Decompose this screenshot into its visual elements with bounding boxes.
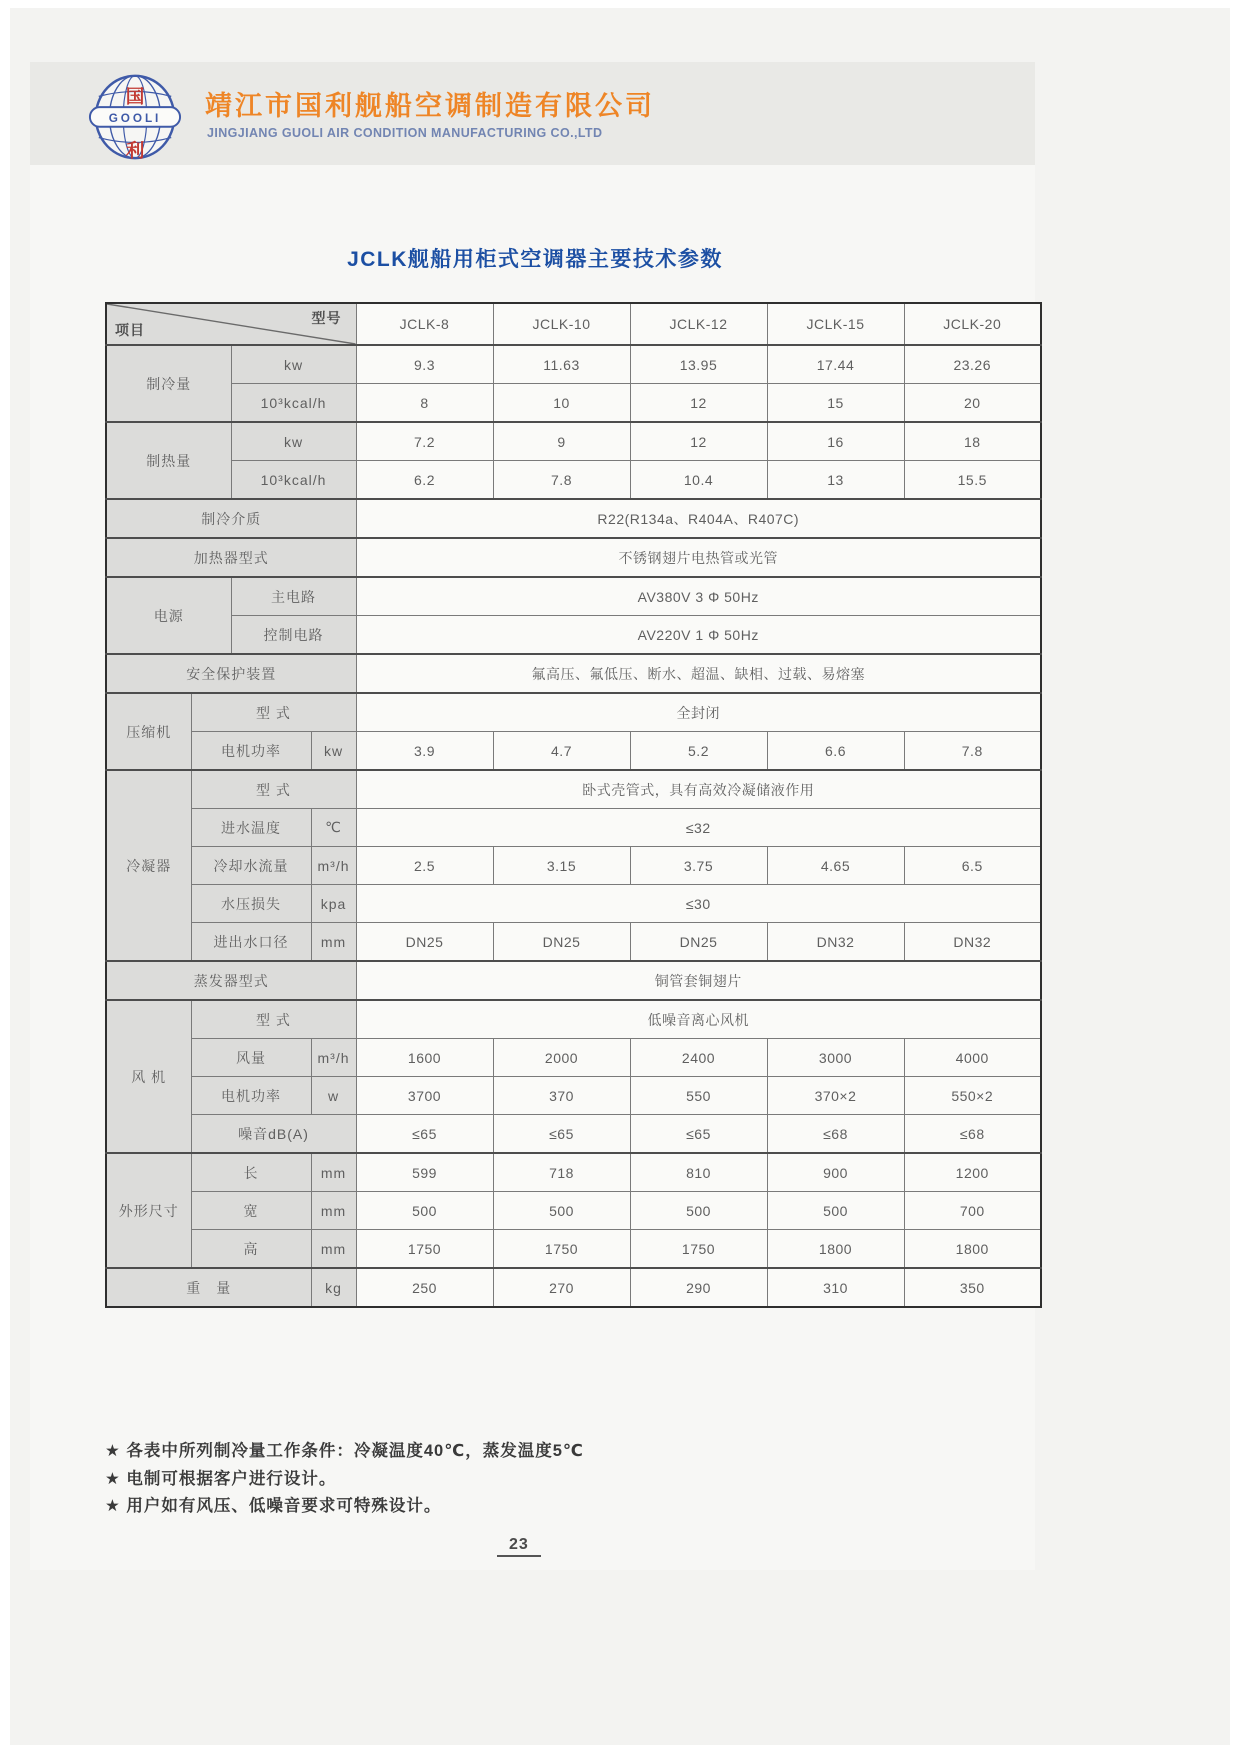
value-cell: 16 [767,422,904,461]
table-row [106,693,1041,732]
value-cell: 13.95 [630,345,767,384]
table-row [106,1153,1041,1192]
table-row [106,1000,1041,1039]
row-label-cell: 电机功率 [191,1077,311,1115]
value-cell: 250 [356,1268,493,1307]
value-cell: 1800 [904,1230,1041,1269]
table-row [106,732,1041,771]
notes-list [105,1438,905,1521]
company-name-cn: 靖江市国利舰船空调制造有限公司 [205,91,655,121]
value-cell: 3000 [767,1039,904,1077]
company-logo [86,66,184,168]
row-label-cell: 安全保护装置 [106,654,356,693]
row-label-cell: 蒸发器型式 [106,961,356,1000]
value-cell: 2000 [493,1039,630,1077]
value-cell: AV380V 3 Φ 50Hz [356,577,1041,616]
row-label-cell: 风 机 [106,1000,191,1153]
value-cell: ≤32 [356,809,1041,847]
logo-banner-text: GOOLI [108,111,162,125]
row-label-cell: 外形尺寸 [106,1153,191,1268]
value-cell: 全封闭 [356,693,1041,732]
value-cell: DN25 [493,923,630,962]
globe-logo-icon [86,66,184,168]
value-cell: 不锈钢翅片电热管或光管 [356,538,1041,577]
row-label-cell: m³/h [311,1039,356,1077]
row-label-cell: 重 量 [106,1268,311,1307]
value-cell: 718 [493,1153,630,1192]
table-row [106,1077,1041,1115]
table-row [106,577,1041,616]
value-cell: 810 [630,1153,767,1192]
value-cell: 4.7 [493,732,630,771]
value-cell: 15 [767,384,904,423]
value-cell: 3.9 [356,732,493,771]
value-cell: 350 [904,1268,1041,1307]
value-cell: 1800 [767,1230,904,1269]
row-label-cell: kw [231,422,356,461]
value-cell: ≤68 [767,1115,904,1154]
table-row [106,1268,1041,1307]
spec-table-body [106,345,1041,1307]
table-row [106,499,1041,538]
row-label-cell: kw [311,732,356,771]
value-cell: 6.2 [356,461,493,500]
footnote: ★ 电制可根据客户进行设计。 [105,1469,337,1488]
value-cell: 900 [767,1153,904,1192]
value-cell: 13 [767,461,904,500]
value-cell: 4.65 [767,847,904,885]
value-cell: 310 [767,1268,904,1307]
value-cell: 6.6 [767,732,904,771]
table-row [106,923,1041,962]
table-header-row [106,303,1041,345]
row-label-cell: mm [311,1192,356,1230]
value-cell: 5.2 [630,732,767,771]
table-row [106,422,1041,461]
value-cell: AV220V 1 Φ 50Hz [356,616,1041,655]
row-label-cell: 电源 [106,577,231,654]
value-cell: 4000 [904,1039,1041,1077]
value-cell: ≤65 [493,1115,630,1154]
value-cell: 12 [630,422,767,461]
row-label-cell: 控制电路 [231,616,356,655]
value-cell: 氟高压、氟低压、断水、超温、缺相、过载、易熔塞 [356,654,1041,693]
row-label-cell: 制热量 [106,422,231,499]
row-label-cell: 10³kcal/h [231,384,356,423]
value-cell: 500 [493,1192,630,1230]
footnote: ★ 各表中所列制冷量工作条件：冷凝温度40℃，蒸发温度5℃ [105,1442,584,1460]
row-label-cell: 10³kcal/h [231,461,356,500]
value-cell: 12 [630,384,767,423]
model-header: JCLK-20 [904,303,1041,345]
value-cell: 290 [630,1268,767,1307]
value-cell: R22(R134a、R404A、R407C) [356,499,1041,538]
value-cell: 1600 [356,1039,493,1077]
row-label-cell: 压缩机 [106,693,191,770]
value-cell: DN32 [767,923,904,962]
value-cell: 700 [904,1192,1041,1230]
value-cell: 500 [356,1192,493,1230]
value-cell: 20 [904,384,1041,423]
row-label-cell: w [311,1077,356,1115]
value-cell: 23.26 [904,345,1041,384]
table-row [106,384,1041,423]
footnote: ★ 用户如有风压、低噪音要求可特殊设计。 [105,1497,442,1515]
value-cell: 2.5 [356,847,493,885]
value-cell: 3.75 [630,847,767,885]
value-cell: 550 [630,1077,767,1115]
row-label-cell: ℃ [311,809,356,847]
value-cell: 1750 [630,1230,767,1269]
row-label-cell: kpa [311,885,356,923]
value-cell: 6.5 [904,847,1041,885]
page-title: JCLK舰船用柜式空调器主要技术参数 [347,248,723,271]
value-cell: 9.3 [356,345,493,384]
table-row [106,345,1041,384]
table-row [106,885,1041,923]
value-cell: 11.63 [493,345,630,384]
value-cell: 1750 [493,1230,630,1269]
table-row [106,1192,1041,1230]
value-cell: 3.15 [493,847,630,885]
row-label-cell: 冷却水流量 [191,847,311,885]
row-label-cell: 进水温度 [191,809,311,847]
model-header: JCLK-12 [630,303,767,345]
row-label-cell: mm [311,923,356,962]
value-cell: 8 [356,384,493,423]
company-name-en: JINGJIANG GUOLI AIR CONDITION MANUFACTURING CO.,LTD [207,126,603,140]
table-row [106,1115,1041,1154]
row-label-cell: kw [231,345,356,384]
value-cell: 低噪音离心风机 [356,1000,1041,1039]
corner-label-item: 项目 [115,322,145,338]
value-cell: 17.44 [767,345,904,384]
value-cell: 1750 [356,1230,493,1269]
model-header: JCLK-8 [356,303,493,345]
value-cell: 1200 [904,1153,1041,1192]
value-cell: 500 [630,1192,767,1230]
row-label-cell: 加热器型式 [106,538,356,577]
table-row [106,770,1041,809]
row-label-cell: mm [311,1153,356,1192]
value-cell: DN25 [356,923,493,962]
row-label-cell: kg [311,1268,356,1307]
table-row [106,1039,1041,1077]
value-cell: 7.2 [356,422,493,461]
value-cell: 7.8 [904,732,1041,771]
logo-text-li: 利 [125,140,145,162]
value-cell: 10.4 [630,461,767,500]
value-cell: ≤30 [356,885,1041,923]
value-cell: 500 [767,1192,904,1230]
spec-table [105,302,1042,1308]
value-cell: 18 [904,422,1041,461]
value-cell: 3700 [356,1077,493,1115]
value-cell: 599 [356,1153,493,1192]
row-label-cell: 型 式 [191,1000,356,1039]
value-cell: DN32 [904,923,1041,962]
value-cell: 7.8 [493,461,630,500]
table-row [106,654,1041,693]
row-label-cell: 型 式 [191,693,356,732]
corner-cell [106,303,356,345]
value-cell: ≤68 [904,1115,1041,1154]
row-label-cell: mm [311,1230,356,1269]
row-label-cell: 冷凝器 [106,770,191,961]
value-cell: 370×2 [767,1077,904,1115]
value-cell: 铜管套铜翅片 [356,961,1041,1000]
value-cell: 15.5 [904,461,1041,500]
value-cell: 10 [493,384,630,423]
row-label-cell: 进出水口径 [191,923,311,962]
row-label-cell: 噪音dB(A) [191,1115,356,1154]
table-row [106,1230,1041,1269]
table-row [106,961,1041,1000]
row-label-cell: 宽 [191,1192,311,1230]
model-header: JCLK-15 [767,303,904,345]
value-cell: ≤65 [356,1115,493,1154]
model-header: JCLK-10 [493,303,630,345]
value-cell: 370 [493,1077,630,1115]
table-row [106,847,1041,885]
corner-label-model: 型号 [311,310,342,326]
row-label-cell: 主电路 [231,577,356,616]
row-label-cell: 风量 [191,1039,311,1077]
row-label-cell: 水压损失 [191,885,311,923]
row-label-cell: 长 [191,1153,311,1192]
value-cell: ≤65 [630,1115,767,1154]
table-row [106,809,1041,847]
row-label-cell: 制冷介质 [106,499,356,538]
logo-text-guo: 国 [125,86,145,108]
page-number: 23 [497,1536,541,1557]
value-cell: 550×2 [904,1077,1041,1115]
value-cell: 2400 [630,1039,767,1077]
row-label-cell: 型 式 [191,770,356,809]
value-cell: 卧式壳管式，具有高效冷凝储液作用 [356,770,1041,809]
table-row [106,538,1041,577]
value-cell: 9 [493,422,630,461]
table-row [106,616,1041,655]
value-cell: DN25 [630,923,767,962]
row-label-cell: 高 [191,1230,311,1269]
row-label-cell: m³/h [311,847,356,885]
row-label-cell: 制冷量 [106,345,231,422]
row-label-cell: 电机功率 [191,732,311,771]
table-row [106,461,1041,500]
value-cell: 270 [493,1268,630,1307]
